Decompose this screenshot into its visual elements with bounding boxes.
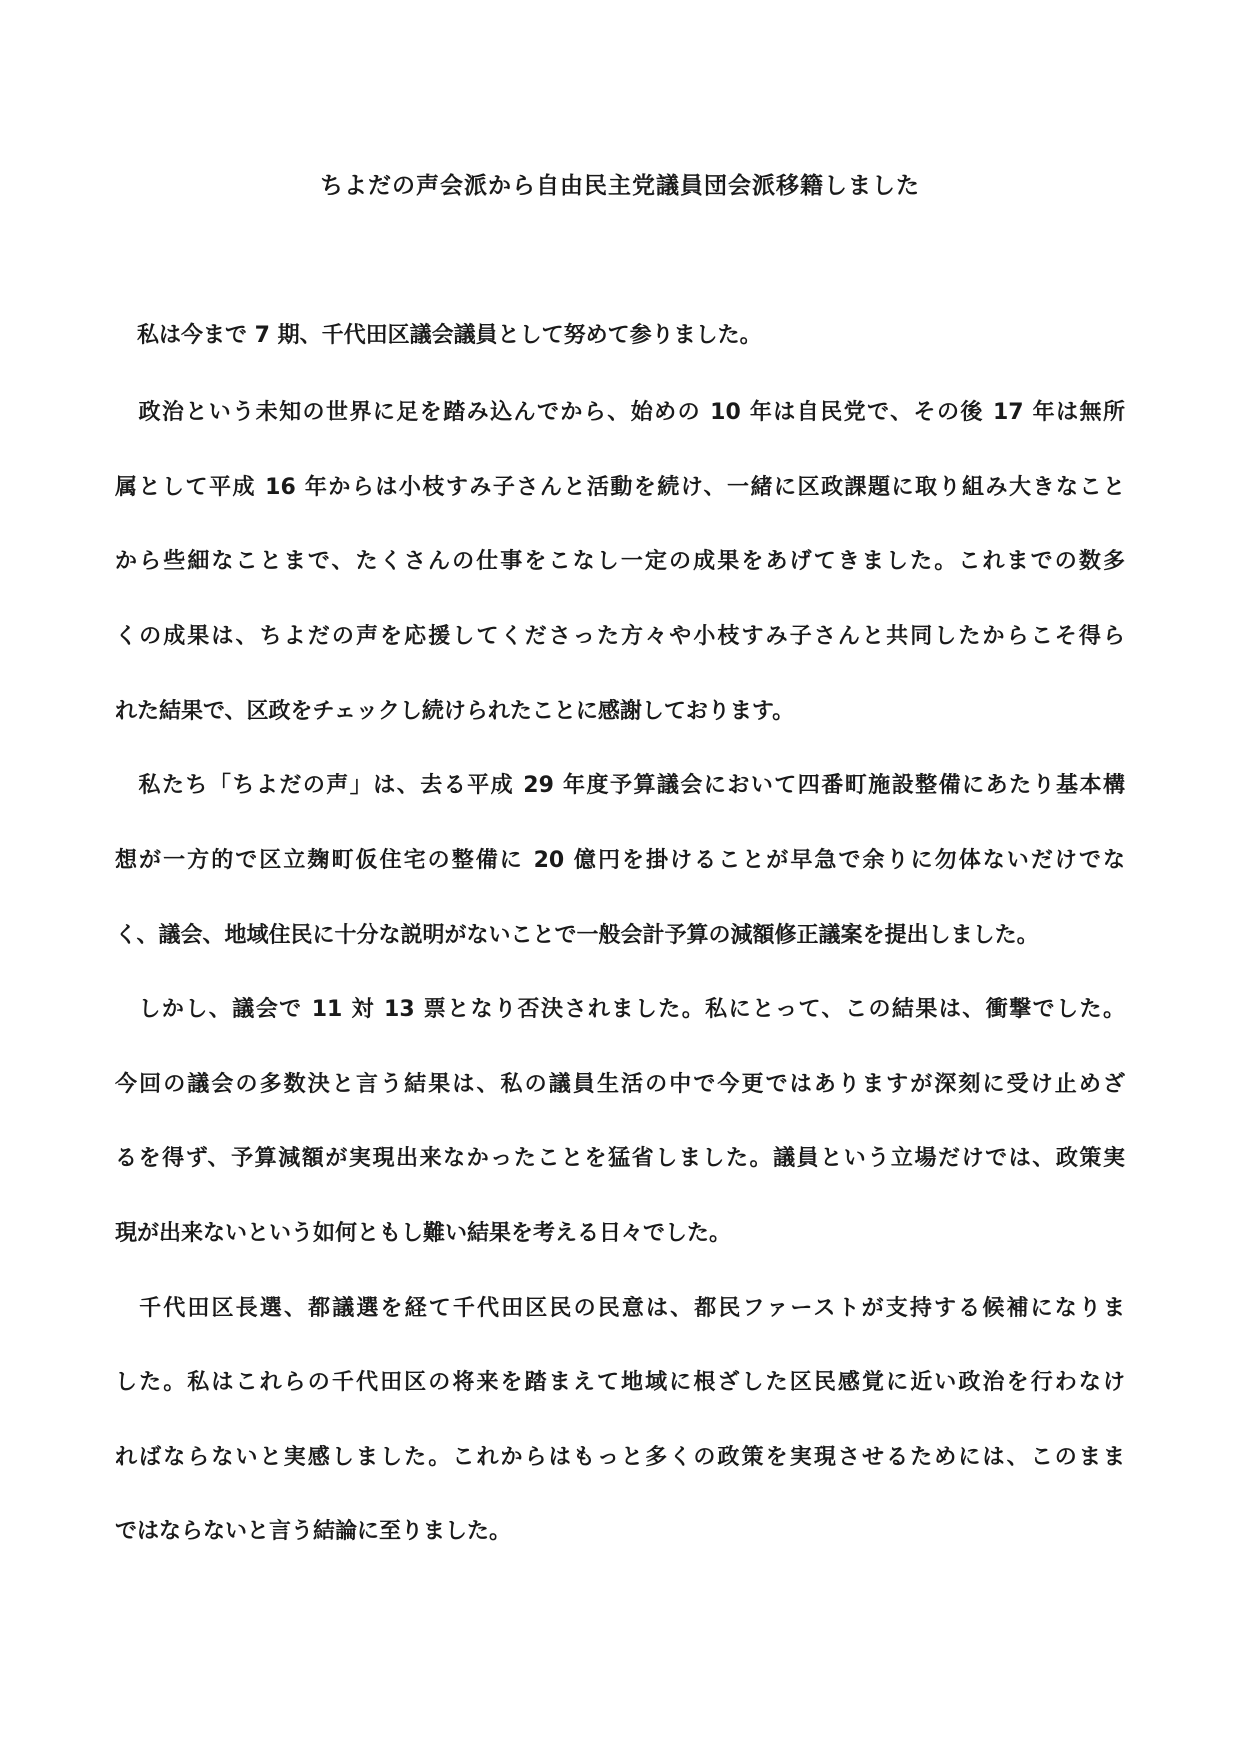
body-line-9: く、議会、地域住民に十分な説明がないことで一般会計予算の減額修正議案を提出しました。	[115, 923, 1039, 948]
body-line-4: から些細なことまで、たくさんの仕事をこなし一定の成果をあげてきました。これまでの数多	[115, 549, 1125, 574]
body-line-15: した。私はこれらの千代田区の将来を踏まえて地域に根ざした区民感覚に近い政治を行わなけ	[115, 1370, 1125, 1395]
body-line-5: くの成果は、ちよだの声を応援してくださった方々や小枝すみ子さんと共同したからこそ得ら	[115, 624, 1125, 649]
body-line-6: れた結果で、区政をチェックし続けられたことに感謝しております。	[115, 699, 795, 724]
document-title: ちよだの声会派から自由民主党議員団会派移籍しました	[320, 173, 920, 199]
body-line-11: 今回の議会の多数決と言う結果は、私の議員生活の中で今更ではありますが深刻に受け止めざ	[115, 1072, 1125, 1097]
body-line-13: 現が出来ないという如何ともし難い結果を考える日々でした。	[115, 1221, 732, 1246]
body-line-1: 私は今まで 7 期、千代田区議会議員として努めて参りました。	[115, 323, 762, 348]
body-line-2: 政治という未知の世界に足を踏み込んでから、始めの 10 年は自民党で、その後 17 年は無所	[115, 400, 1125, 425]
body-line-12: るを得ず、予算減額が実現出来なかったことを猛省しました。議員という立場だけでは、政策実	[115, 1146, 1125, 1171]
body-line-16: ればならないと実感しました。これからはもっと多くの政策を実現させるためには、このまま	[115, 1445, 1125, 1470]
body-line-3: 属として平成 16 年からは小枝すみ子さんと活動を続け、一緒に区政課題に取り組み大きなこと	[115, 475, 1125, 500]
body-line-8: 想が一方的で区立麹町仮住宅の整備に 20 億円を掛けることが早急で余りに勿体ないだけでな	[115, 848, 1125, 873]
body-line-14: 千代田区長選、都議選を経て千代田区民の民意は、都民ファーストが支持する候補になりま	[115, 1296, 1125, 1321]
body-line-17: ではならないと言う結論に至りました。	[115, 1519, 512, 1544]
body-line-10: しかし、議会で 11 対 13 票となり否決されました。私にとって、この結果は、衝撃でした。	[115, 997, 1125, 1022]
body-line-7: 私たち「ちよだの声」は、去る平成 29 年度予算議会において四番町施設整備にあたり基本構	[115, 773, 1125, 798]
